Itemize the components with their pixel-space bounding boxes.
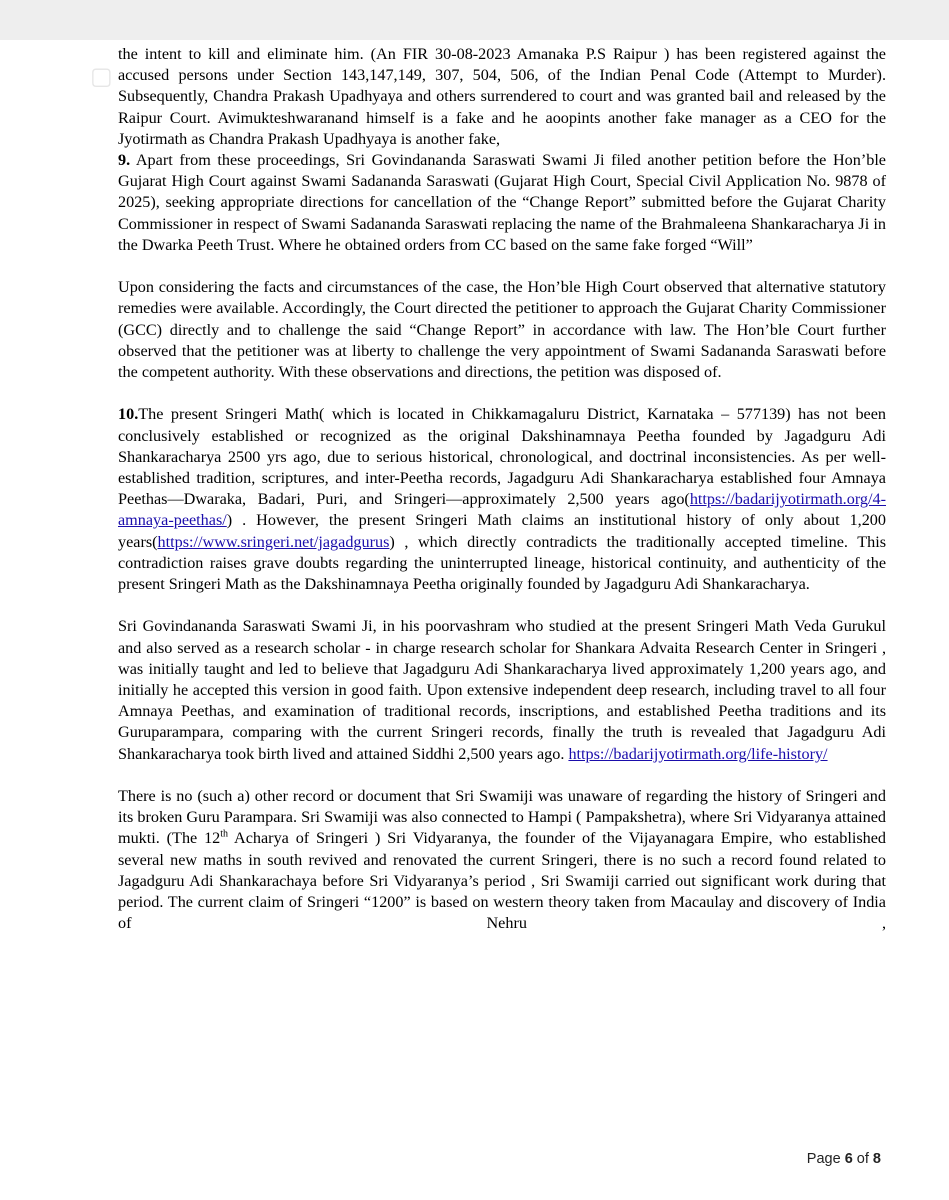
document-body <box>118 44 886 934</box>
watermark-icon: ▢ <box>90 62 113 90</box>
paragraph-9: 9. Apart from these proceedings, Sri Govindananda Saraswati Swami Ji filed another petition before the Hon’ble Gujarat High Court against Swami Sadananda Saraswati (Gujarat High Court, Special Civil Application No. 9878 of 2025), seeking appropriate directions for cancellation of the “Change Report” submitted before the Gujarat Charity Commissioner in respect of Swami Sadananda Saraswati replacing the name of the Brahmaleena Shankaracharya Ji in the Dwarka Peeth Trust. Where he obtained orders from CC based on the same fake forged “Will” <box>118 151 886 254</box>
paragraph-high-court: Upon considering the facts and circumstances of the case, the Hon’ble High Court observed that alternative statutory remedies were available. Accordingly, the Court directed the petitioner to approach the Gujarat Charity Commissioner (GCC) directly and to challenge the said “Change Report” in accordance with law. The Hon’ble Court further observed that the petitioner was at liberty to challenge the very appointment of Swami Sadananda Saraswati before the competent authority. With these observations and directions, the petition was disposed of. <box>118 278 886 382</box>
paragraph-number: 9. <box>118 151 131 170</box>
superscript: th <box>220 829 229 841</box>
paragraph-records: There is no (such a) other record or document that Sri Swamiji was unaware of regarding the history of Sringeri and its broken Guru Parampara. Sri Swamiji was also connected to Hampi ( Pampakshetra), where Sri Vidyaranya attained mukti. (The 12th Acharya of Sringeri ) Sri Vidyaranya, the founder of the Vijayanagara Empire, who established several new maths in south revived and renovated the current Sringeri, there is no such a record found related to Jagadguru Adi Shankarachaya before Sri Vidyaranya’s period , Sri Swamiji carried out significant work during that period. The current claim of Sringeri “1200” is based on western theory taken from Macaulay and discovery of India of Nehru , <box>118 787 886 933</box>
paragraph-number: 10. <box>118 405 139 424</box>
page-number-footer: Page 6 of 8 <box>806 1151 881 1167</box>
page-current: 6 <box>844 1151 853 1167</box>
link-life-history[interactable]: https://badarijyotirmath.org/life-history/ <box>568 744 828 763</box>
link-amnaya-peethas[interactable]: https://badarijyotirmath.org/4-amnaya-peethas/ <box>118 490 886 530</box>
paragraph-10: 10.The present Sringeri Math( which is located in Chikkamagaluru District, Karnataka – 577139) has not been conclusively established or recognized as the original Dakshinamnaya Peetha founded by Jagadguru Adi Shankaracharya 2500 yrs ago, due to serious historical, chronological, and doctrinal inconsistencies. As per well-established tradition, scriptures, and inter-Peetha records, Jagadguru Adi Shankaracharya established four Amnaya Peethas—Dwaraka, Badari, Puri, and Sringeri—approximately 2,500 years ago(https://badarijyotirmath.org/4-amnaya-peethas/) . However, the present Sringeri Math claims an institutional history of only about 1,200 years(https://www.sringeri.net/jagadgurus) , which directly contradicts the traditionally accepted timeline. This contradiction raises grave doubts regarding the uninterrupted lineage, historical continuity, and authenticity of the present Sringeri Math as the Dakshinamnaya Peetha originally founded by Jagadguru Adi Shankaracharya. <box>118 405 886 594</box>
page-total: 8 <box>872 1151 881 1167</box>
paragraph-govindananda: Sri Govindananda Saraswati Swami Ji, in his poorvashram who studied at the present Sringeri Math Veda Gurukul and also served as a research scholar - in charge research scholar for Shankara Advaita Research Center in Sringeri , was initially taught and led to believe that Jagadguru Adi Shankaracharya lived approximately 1,200 years ago, and initially he accepted this version in good faith. Upon extensive independent deep research, including travel to all four Amnaya Peethas, and examination of traditional records, inscriptions, and established Peetha traditions and its Guruparampara, comparing with the current Sringeri records, finally the truth is revealed that Jagadguru Adi Shankaracharya took birth lived and attained Siddhi 2,500 years ago. https://badarijyotirmath.org/life-history/ <box>118 617 886 763</box>
link-sringeri-jagadgurus[interactable]: https://www.sringeri.net/jagadgurus <box>157 532 390 551</box>
paragraph-fir: the intent to kill and eliminate him. (An FIR 30-08-2023 Amanaka P.S Raipur ) has been registered against the accused persons under Section 143,147,149, 307, 504, 506, of the Indian Penal Code (Attempt to Murder). Subsequently, Chandra Prakash Upadhyaya and others surrendered to court and was granted bail and released by the Raipur Court. Avimukteshwaranand himself is a fake and he aoopints another fake manager as a CEO for the Jyotirmath as Chandra Prakash Upadhyaya is another fake, <box>118 45 886 148</box>
